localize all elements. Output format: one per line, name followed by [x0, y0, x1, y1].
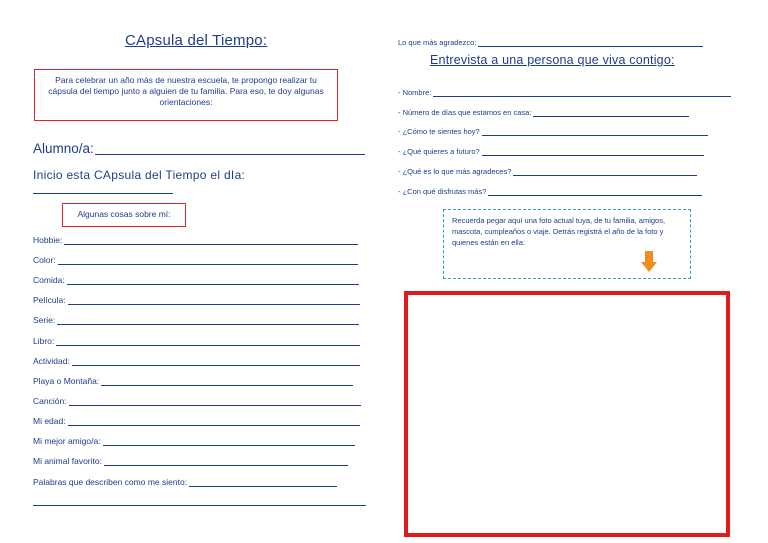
field-line[interactable] — [68, 417, 360, 426]
field-comida[interactable] — [33, 275, 359, 285]
field-label: Libro: — [33, 336, 55, 346]
field-nombre[interactable] — [398, 88, 731, 97]
photo-paste-area[interactable] — [404, 291, 730, 537]
field-pelicula[interactable] — [33, 295, 360, 305]
field-label: Hobbie: — [33, 235, 63, 245]
field-mas-agradeces[interactable] — [398, 167, 697, 176]
field-label: Mi animal favorito: — [33, 456, 102, 466]
agradezco-label: Lo que más agradezco: — [398, 38, 477, 47]
field-label: Color: — [33, 255, 56, 265]
field-label: - ¿Qué quieres a futuro? — [398, 147, 480, 156]
field-line[interactable] — [101, 377, 353, 386]
field-como-te-sientes[interactable] — [398, 127, 708, 136]
field-line[interactable] — [433, 89, 731, 97]
entrevista-title: Entrevista a una persona que viva contigo: — [430, 53, 675, 67]
field-label: - Nombre: — [398, 88, 432, 97]
field-label: Comida: — [33, 275, 65, 285]
field-label: Serie: — [33, 315, 56, 325]
field-line[interactable] — [103, 437, 355, 446]
field-label: Mi edad: — [33, 416, 66, 426]
field-label: - ¿Qué es lo que más agradeces? — [398, 167, 512, 176]
intro-text: Para celebrar un año más de nuestra escuela, te propongo realizar tu cápsula del tiempo junto a alguien de tu familia. Para eso, te doy algunas orientaciones: — [48, 75, 324, 107]
field-playa-montana[interactable] — [33, 376, 353, 386]
cosas-sobre-mi-label: Algunas cosas sobre mí: — [77, 209, 171, 219]
field-line[interactable] — [533, 109, 689, 117]
field-line[interactable] — [72, 357, 360, 366]
field-label: Mi mejor amigo/a: — [33, 436, 101, 446]
page-title: CApsula del Tiempo: — [125, 32, 268, 49]
field-label: - ¿Con qué disfrutas más? — [398, 187, 487, 196]
field-line[interactable] — [64, 236, 358, 245]
field-mejor-amigo[interactable] — [33, 436, 355, 446]
intro-box — [34, 69, 338, 121]
field-animal-favorito[interactable] — [33, 456, 348, 466]
field-palabras[interactable] — [33, 477, 337, 487]
photo-instructions-text: Recuerda pegar aquí una foto actual tuya, de tu familia, amigos, mascota, cumpleaños o viaje. Detrás registrá el año de la foto y quienes están en ella: — [452, 216, 666, 247]
inicio-date-line[interactable] — [33, 193, 173, 194]
field-line[interactable] — [56, 337, 360, 346]
field-line[interactable] — [488, 188, 702, 196]
alumno-input-line[interactable] — [95, 154, 365, 155]
field-color[interactable] — [33, 255, 358, 265]
field-quieres-futuro[interactable] — [398, 147, 704, 156]
field-line[interactable] — [67, 276, 359, 285]
field-line[interactable] — [482, 128, 708, 136]
field-actividad[interactable] — [33, 356, 360, 366]
field-label: - Número de días que estamos en casa: — [398, 108, 532, 117]
field-numero-dias[interactable] — [398, 108, 689, 117]
arrow-down-icon — [641, 251, 657, 278]
alumno-label: Alumno/a: — [33, 141, 94, 156]
field-line[interactable] — [513, 168, 697, 176]
field-label: Película: — [33, 295, 66, 305]
agradezco-field[interactable] — [398, 38, 703, 47]
cosas-sobre-mi-box — [62, 203, 186, 227]
field-line[interactable] — [68, 296, 360, 305]
field-mi-edad[interactable] — [33, 416, 360, 426]
field-line[interactable] — [58, 256, 358, 265]
field-hobbie[interactable] — [33, 235, 358, 245]
field-libro[interactable] — [33, 336, 360, 346]
field-line[interactable] — [104, 457, 348, 466]
field-cancion[interactable] — [33, 396, 361, 406]
field-serie[interactable] — [33, 315, 359, 325]
field-label: Palabras que describen como me siento: — [33, 477, 188, 487]
field-label: - ¿Cómo te sientes hoy? — [398, 127, 480, 136]
inicio-label: Inicio esta CApsula del Tiempo el dIa: — [33, 168, 246, 182]
field-disfrutas[interactable] — [398, 187, 702, 196]
field-line[interactable] — [482, 148, 704, 156]
field-line[interactable] — [189, 478, 337, 487]
agradezco-line[interactable] — [478, 39, 703, 47]
field-label: Playa o Montaña: — [33, 376, 100, 386]
field-label: Actividad: — [33, 356, 70, 366]
field-line[interactable] — [69, 397, 361, 406]
field-label: Canción: — [33, 396, 67, 406]
field-line[interactable] — [57, 316, 359, 325]
extra-line[interactable] — [33, 505, 366, 506]
